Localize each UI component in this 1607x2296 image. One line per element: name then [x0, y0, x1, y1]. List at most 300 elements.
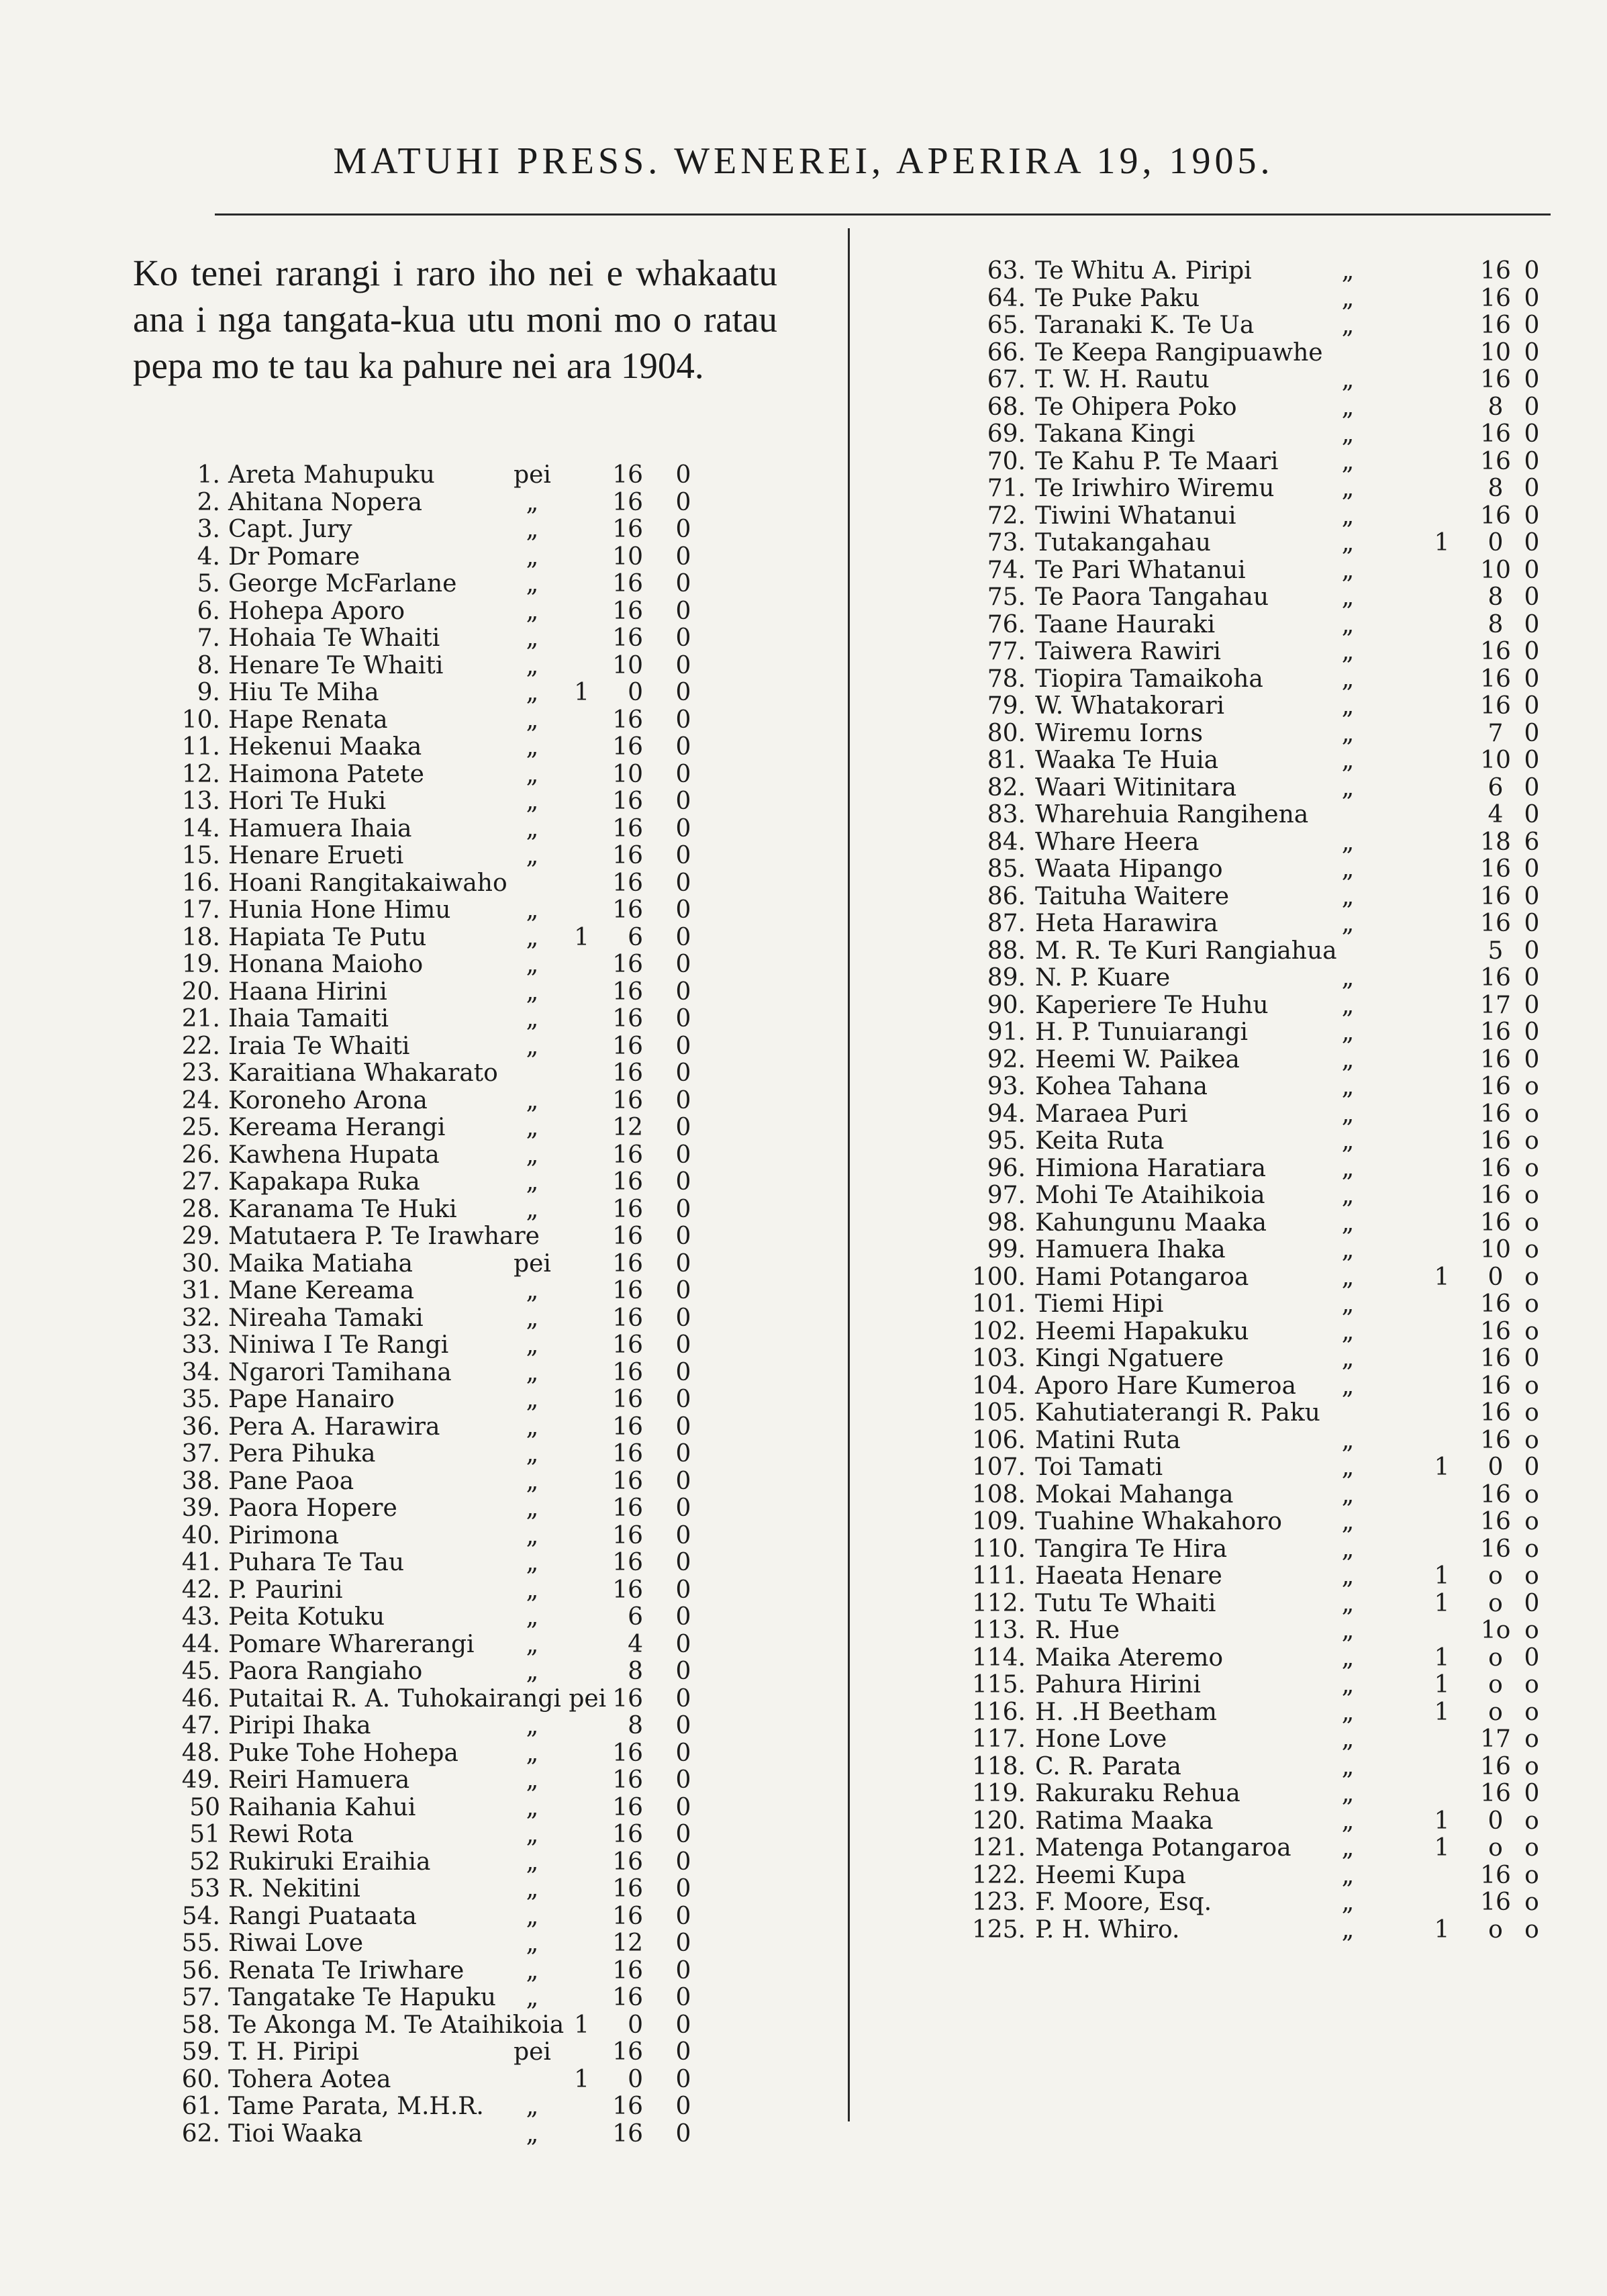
list-item	[965, 1047, 1556, 1074]
entry-num: 45.	[181, 1658, 220, 1685]
list-item	[965, 530, 1556, 557]
entry-name: Te Puke Paku	[1035, 284, 1200, 312]
entry-name: Hohaia Te Whaiti	[228, 624, 440, 652]
entry-name: N. P. Kuare	[1035, 964, 1171, 992]
entry-d: 0	[1524, 638, 1540, 665]
entry-name: Waata Hipango	[1035, 855, 1223, 883]
entry-mark: „	[1341, 1208, 1355, 1237]
entry-d: 0	[675, 1249, 691, 1278]
entry-num: 81.	[987, 747, 1026, 774]
entry-num: 84.	[987, 828, 1026, 856]
entry-num: 51	[189, 1821, 220, 1848]
entry-name: Te Ohipera Poko	[1035, 393, 1237, 421]
entry-mark: „	[1341, 910, 1355, 937]
list-item	[965, 1672, 1556, 1699]
entry-num: 110.	[971, 1535, 1026, 1563]
entry-d: 0	[675, 977, 691, 1006]
entry-d: 0	[675, 1549, 691, 1576]
entry-name: Takana Kingi	[1035, 420, 1196, 448]
entry-mark: „	[1341, 1725, 1355, 1753]
list-item	[146, 788, 750, 816]
list-item	[965, 1073, 1556, 1101]
list-item	[146, 1713, 750, 1740]
entry-num: 78.	[987, 665, 1026, 693]
entry-d: o	[1524, 1426, 1539, 1454]
entry-num: 56.	[181, 1956, 220, 1984]
list-item	[965, 1210, 1556, 1237]
list-item	[146, 2012, 750, 2040]
entry-mark: „	[1341, 1263, 1355, 1291]
entry-num: 57.	[181, 1984, 220, 2011]
entry-d: 0	[1524, 338, 1540, 367]
entry-s: 16	[612, 1331, 643, 1359]
entry-name: T. W. H. Rautu	[1035, 366, 1210, 393]
list-item	[146, 1088, 750, 1115]
entry-d: 0	[675, 1521, 691, 1549]
entry-num: 53	[189, 1875, 220, 1903]
entry-s: 16	[612, 1277, 643, 1304]
entry-mark: „	[1341, 583, 1355, 611]
entry-name: Taituha Waitere	[1035, 882, 1230, 910]
entry-mark: „	[526, 516, 539, 543]
entry-s: 16	[1480, 1399, 1511, 1427]
entry-num: 60.	[181, 2065, 220, 2093]
entry-name: Renata Te Iriwhare	[228, 1956, 465, 1984]
entry-num: 63.	[987, 257, 1026, 285]
entry-d: 0	[675, 570, 691, 597]
entry-d: 0	[1524, 801, 1540, 828]
entry-s: 16	[1480, 1508, 1511, 1535]
entry-num: 41.	[181, 1549, 220, 1576]
entry-mark: „	[1341, 1807, 1355, 1835]
entry-s: 16	[612, 842, 643, 869]
entry-mark: „	[526, 1277, 539, 1304]
entry-s: 0	[628, 2011, 643, 2039]
entry-mark: „	[526, 923, 539, 951]
entry-s: 8	[1488, 610, 1504, 638]
entry-s: 16	[1480, 312, 1511, 339]
entry-d: 0	[675, 1658, 691, 1685]
entry-s: 0	[1488, 529, 1504, 557]
entry-name: Ahitana Nopera	[228, 488, 422, 516]
entry-num: 32.	[181, 1304, 220, 1332]
entry-num: 65.	[987, 312, 1026, 339]
entry-d: 0	[1524, 1589, 1540, 1617]
entry-d: o	[1524, 1263, 1539, 1291]
entry-name: Pomare Wharerangi	[228, 1630, 475, 1658]
entry-mark: „	[526, 1304, 539, 1332]
list-item	[965, 1155, 1556, 1183]
list-item	[146, 1386, 750, 1414]
entry-s: 16	[1480, 1100, 1511, 1128]
entry-name: H. .H Beetham	[1035, 1698, 1217, 1726]
entry-p: 1	[1434, 1698, 1450, 1726]
entry-name: Te Whitu A. Piripi	[1035, 257, 1252, 285]
entry-d: 0	[1524, 475, 1540, 502]
entry-num: 35.	[181, 1386, 220, 1413]
entry-num: 89.	[987, 964, 1026, 992]
entry-mark: „	[526, 1821, 539, 1848]
entry-num: 47.	[181, 1712, 220, 1739]
list-item	[965, 340, 1556, 367]
entry-mark: „	[1341, 393, 1355, 421]
list-item	[965, 1617, 1556, 1645]
entry-name: Hape Renata	[228, 706, 388, 734]
entry-d: 0	[675, 1821, 691, 1848]
entry-num: 27.	[181, 1168, 220, 1196]
list-item	[146, 1495, 750, 1523]
entry-mark: „	[526, 597, 539, 625]
list-item	[146, 2121, 750, 2148]
entry-name: Pera A. Harawira	[228, 1413, 440, 1441]
entry-s: 16	[1480, 1480, 1511, 1509]
page-header: MATUHI PRESS. WENEREI, APERIRA 19, 1905.	[333, 140, 1274, 182]
entry-mark: „	[526, 542, 539, 571]
entry-s: 10	[612, 542, 643, 571]
entry-s: 10	[1480, 556, 1511, 584]
entry-s: 16	[612, 1005, 643, 1033]
entry-d: 0	[1524, 1045, 1540, 1073]
entry-mark: „	[1341, 1508, 1355, 1535]
entry-s: 16	[612, 1168, 643, 1196]
entry-s: 16	[1480, 1208, 1511, 1237]
entry-num: 92.	[987, 1045, 1026, 1073]
entry-p: 1	[1434, 1453, 1450, 1481]
list-item	[146, 1169, 750, 1196]
entry-name: Te Iriwhiro Wiremu	[1035, 475, 1275, 502]
entry-s: 16	[1480, 420, 1511, 448]
entry-name: Henare Te Whaiti	[228, 651, 444, 679]
entry-d: 0	[675, 2093, 691, 2120]
list-item	[965, 1345, 1556, 1373]
entry-num: 66.	[987, 338, 1026, 367]
entry-name: Waari Witinitara	[1035, 773, 1237, 802]
entry-d: 0	[1524, 1345, 1540, 1372]
entry-s: 0	[1488, 1263, 1504, 1291]
list-item	[146, 1821, 750, 1849]
entry-name: Nireaha Tamaki	[228, 1304, 424, 1332]
entry-d: 0	[675, 597, 691, 625]
list-item	[965, 1482, 1556, 1509]
entry-mark: „	[1341, 1290, 1355, 1318]
entry-d: o	[1524, 1725, 1539, 1753]
entry-mark: „	[1341, 1182, 1355, 1209]
entry-d: 0	[675, 923, 691, 951]
entry-num: 119.	[971, 1780, 1026, 1807]
entry-s: 16	[612, 1223, 643, 1250]
list-item	[965, 1427, 1556, 1455]
entry-d: 0	[1524, 747, 1540, 774]
entry-name: Paora Rangiaho	[228, 1658, 423, 1685]
entry-s: 12	[612, 1929, 643, 1957]
entry-name: W. Whatakorari	[1035, 692, 1225, 720]
entry-name: Whare Heera	[1035, 828, 1200, 856]
entry-mark: „	[1341, 692, 1355, 720]
entry-d: 0	[675, 869, 691, 897]
entry-d: 0	[675, 1739, 691, 1767]
entry-name: Hohepa Aporo	[228, 597, 405, 625]
entry-num: 99.	[987, 1236, 1026, 1263]
entry-num: 26.	[181, 1141, 220, 1169]
entry-d: 0	[675, 842, 691, 869]
list-item	[146, 1523, 750, 1550]
entry-mark: „	[526, 1521, 539, 1549]
entry-num: 67.	[987, 366, 1026, 393]
entry-name: Matenga Potangaroa	[1035, 1834, 1292, 1862]
entry-name: Taiwera Rawiri	[1035, 638, 1221, 665]
entry-num: 122.	[971, 1861, 1026, 1889]
list-item	[146, 653, 750, 680]
entry-num: 20.	[181, 977, 220, 1006]
entry-name: Paora Hopere	[228, 1494, 397, 1522]
list-item	[146, 707, 750, 734]
entry-num: 7.	[197, 624, 220, 652]
entry-num: 120.	[971, 1807, 1026, 1835]
entry-s: 16	[612, 1440, 643, 1468]
entry-num: 28.	[181, 1195, 220, 1223]
entry-num: 76.	[987, 610, 1026, 638]
entry-mark: „	[1341, 773, 1355, 802]
entry-name: Karanama Te Huki	[228, 1195, 457, 1223]
list-item	[146, 1549, 750, 1577]
entry-d: 0	[675, 1195, 691, 1223]
list-item	[965, 666, 1556, 693]
entry-d: o	[1524, 1617, 1539, 1644]
list-item	[965, 1264, 1556, 1292]
entry-mark: „	[1341, 719, 1355, 747]
list-item	[146, 1795, 750, 1822]
entry-d: 0	[675, 896, 691, 924]
entry-num: 104.	[971, 1372, 1026, 1400]
entry-d: 0	[1524, 882, 1540, 910]
entry-num: 38.	[181, 1467, 220, 1495]
entry-name: Te Paora Tangahau	[1035, 583, 1269, 611]
entry-s: 16	[1480, 1317, 1511, 1345]
entry-d: o	[1524, 1208, 1539, 1237]
intro-paragraph: Ko tenei rarangi i raro iho nei e whakaatu ana i nga tangata-kua utu moni mo o ratau pepa mo te tau ka pahure nei ara 1904.	[133, 252, 777, 386]
entry-name: Haimona Patete	[228, 760, 424, 788]
entry-name: C. R. Parata	[1035, 1752, 1181, 1780]
list-item	[146, 1114, 750, 1142]
entry-num: 18.	[181, 923, 220, 951]
entry-name: Tutakangahau	[1035, 529, 1211, 557]
entry-s: 16	[612, 1141, 643, 1169]
entry-name: Pirimona	[228, 1521, 339, 1549]
entry-d: o	[1524, 1154, 1539, 1182]
entry-num: 46.	[181, 1684, 220, 1713]
entry-name: Mohi Te Ataihikoia	[1035, 1182, 1265, 1209]
list-item	[146, 1876, 750, 1903]
entry-name: Heemi W. Paikea	[1035, 1045, 1240, 1073]
entry-d: o	[1524, 1127, 1539, 1155]
entry-name: Henare Erueti	[228, 842, 404, 869]
entry-name: Hiu Te Miha	[228, 679, 379, 706]
entry-mark: „	[1341, 1453, 1355, 1481]
entry-name: Wharehuia Rangihena	[1035, 801, 1309, 828]
entry-s: o	[1488, 1562, 1503, 1590]
entry-name: Pape Hanairo	[228, 1386, 395, 1413]
entry-num: 85.	[987, 855, 1026, 883]
entry-mark: „	[526, 1902, 539, 1930]
entry-name: Te Kahu P. Te Maari	[1035, 447, 1279, 475]
list-item	[146, 2039, 750, 2066]
entry-name: Te Akonga M. Te Ataihikoia	[228, 2011, 565, 2039]
entry-mark: „	[1341, 257, 1355, 285]
entry-d: 0	[1524, 910, 1540, 937]
list-item	[146, 924, 750, 952]
entry-name: Keita Ruta	[1035, 1127, 1165, 1155]
entry-num: 42.	[181, 1576, 220, 1604]
entry-num: 109.	[971, 1508, 1026, 1535]
entry-s: 16	[612, 1793, 643, 1821]
entry-d: 0	[1524, 937, 1540, 965]
entry-num: 68.	[987, 393, 1026, 421]
list-item	[146, 870, 750, 898]
list-item	[965, 1590, 1556, 1618]
entry-s: o	[1488, 1671, 1503, 1699]
entry-num: 125.	[971, 1915, 1026, 1944]
entry-d: o	[1524, 1807, 1539, 1835]
entry-d: 0	[1524, 719, 1540, 747]
list-item	[965, 258, 1556, 285]
entry-num: 34.	[181, 1358, 220, 1386]
entry-s: 16	[1480, 1290, 1511, 1318]
entry-p: 1	[1434, 1671, 1450, 1699]
list-item	[965, 1889, 1556, 1917]
entry-num: 77.	[987, 638, 1026, 665]
list-item	[965, 1862, 1556, 1890]
list-item	[146, 1006, 750, 1033]
entry-mark: „	[1341, 1073, 1355, 1100]
entry-mark: „	[526, 1848, 539, 1876]
entry-s: 16	[1480, 1018, 1511, 1046]
list-item	[965, 394, 1556, 422]
entry-mark: „	[1341, 1236, 1355, 1263]
entry-s: 16	[612, 1358, 643, 1386]
entry-s: 16	[612, 1984, 643, 2011]
entry-mark: „	[526, 1739, 539, 1767]
list-item	[146, 979, 750, 1006]
entry-s: 16	[612, 814, 643, 843]
entry-name: Reiri Hamuera	[228, 1766, 410, 1794]
entry-s: 7	[1488, 719, 1504, 747]
entry-name: Areta Mahupuku	[228, 461, 435, 489]
list-item	[146, 1278, 750, 1305]
list-item	[965, 503, 1556, 530]
entry-d: 0	[675, 1005, 691, 1033]
list-item	[965, 612, 1556, 639]
entry-d: o	[1524, 1562, 1539, 1590]
entry-d: 6	[1524, 828, 1540, 856]
entry-s: 16	[612, 1249, 643, 1278]
entry-mark: „	[526, 1494, 539, 1522]
entry-mark: „	[1341, 1834, 1355, 1862]
entry-s: 16	[1480, 1426, 1511, 1454]
list-item	[965, 1780, 1556, 1808]
entry-mark: „	[526, 1956, 539, 1984]
entry-s: 16	[612, 1902, 643, 1930]
entry-d: o	[1524, 1888, 1539, 1916]
entry-s: 16	[1480, 447, 1511, 475]
list-item	[146, 1142, 750, 1169]
entry-s: 1o	[1480, 1617, 1511, 1644]
entry-num: 95.	[987, 1127, 1026, 1155]
list-item	[965, 1291, 1556, 1319]
entry-name: Iraia Te Whaiti	[228, 1032, 410, 1060]
entry-d: 0	[675, 1331, 691, 1359]
entry-d: 0	[675, 2038, 691, 2066]
list-item	[965, 883, 1556, 911]
entry-d: 0	[675, 1712, 691, 1739]
entry-d: 0	[675, 1168, 691, 1196]
entry-s: 8	[1488, 475, 1504, 502]
entry-name: Wiremu Iorns	[1035, 719, 1203, 747]
entry-num: 52	[189, 1848, 220, 1876]
entry-num: 91.	[987, 1018, 1026, 1046]
entry-name: P. H. Whiro.	[1035, 1915, 1180, 1944]
list-item	[965, 775, 1556, 802]
entry-name: H. P. Tunuiarangi	[1035, 1018, 1249, 1046]
entry-d: 0	[675, 1956, 691, 1984]
entry-d: 0	[675, 1304, 691, 1332]
entry-s: 16	[1480, 1073, 1511, 1100]
entry-s: 16	[612, 1875, 643, 1903]
entry-s: 16	[612, 461, 643, 489]
entry-name: Toi Tamati	[1035, 1453, 1163, 1481]
list-item	[146, 1441, 750, 1468]
entry-mark: „	[526, 1386, 539, 1413]
entry-s: 16	[1480, 1345, 1511, 1372]
entry-num: 39.	[181, 1494, 220, 1522]
entry-name: Pahura Hirini	[1035, 1671, 1201, 1699]
list-item	[146, 1686, 750, 1713]
list-item	[146, 462, 750, 489]
entry-mark: „	[526, 842, 539, 869]
entry-num: 2.	[197, 488, 220, 516]
entry-name: Haeata Henare	[1035, 1562, 1222, 1590]
entry-s: 16	[612, 896, 643, 924]
entry-s: 5	[1488, 937, 1504, 965]
entry-num: 33.	[181, 1331, 220, 1359]
entry-d: 0	[675, 787, 691, 815]
entry-d: 0	[675, 760, 691, 788]
entry-name: Riwai Love	[228, 1929, 364, 1957]
entry-mark: „	[1341, 1018, 1355, 1046]
entry-num: 118.	[971, 1752, 1026, 1780]
entry-p: 1	[1434, 1263, 1450, 1291]
entry-s: 16	[612, 1467, 643, 1495]
entry-num: 54.	[181, 1902, 220, 1930]
entry-p: 1	[574, 923, 589, 951]
entry-d: 0	[675, 1766, 691, 1794]
entry-d: 0	[1524, 610, 1540, 638]
entry-s: o	[1488, 1698, 1503, 1726]
entry-num: 106.	[971, 1426, 1026, 1454]
entry-num: 8.	[197, 651, 220, 679]
entry-d: 0	[675, 1902, 691, 1930]
entry-name: R. Hue	[1035, 1617, 1120, 1644]
entry-s: 16	[1480, 1182, 1511, 1209]
entry-mark: „	[526, 1358, 539, 1386]
entry-s: 16	[612, 951, 643, 978]
entry-d: 0	[675, 542, 691, 571]
entry-d: 0	[1524, 312, 1540, 339]
entry-s: 16	[1480, 1154, 1511, 1182]
entry-mark: „	[526, 1576, 539, 1604]
entry-num: 21.	[181, 1005, 220, 1033]
entry-d: 0	[1524, 257, 1540, 285]
entry-name: Ihaia Tamaiti	[228, 1005, 389, 1033]
